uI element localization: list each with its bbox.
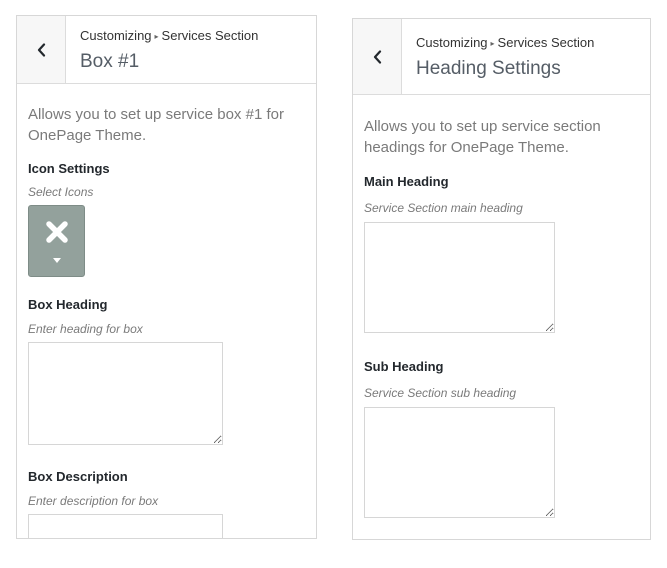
- breadcrumb-parent: Customizing: [80, 28, 152, 43]
- main-heading-input[interactable]: [364, 222, 555, 333]
- main-heading-label: Service Section main heading: [364, 201, 523, 215]
- panel-title: Box #1: [80, 51, 140, 72]
- box-heading-title: Box Heading: [28, 297, 108, 312]
- sub-heading-label: Service Section sub heading: [364, 386, 517, 400]
- breadcrumb-section: Services Section: [161, 28, 259, 43]
- header-text: [416, 35, 594, 80]
- panel-description: Allows you to set up service box #1 for OnePage Theme.: [28, 106, 284, 144]
- box-description-label: Enter description for box: [28, 494, 159, 508]
- panel-header: [17, 16, 316, 84]
- box-heading-label: Enter heading for box: [28, 322, 143, 336]
- breadcrumb-separator: ▸: [154, 32, 159, 41]
- box-heading-input[interactable]: [28, 342, 223, 445]
- icon-picker-button[interactable]: [28, 205, 85, 277]
- panel-body: [353, 95, 650, 518]
- back-button[interactable]: [17, 16, 66, 83]
- panel-title: Heading Settings: [416, 58, 561, 79]
- chevron-left-icon: [373, 50, 382, 64]
- panel-header: [353, 19, 650, 95]
- caret-down-icon: [53, 258, 61, 263]
- back-button[interactable]: [353, 19, 402, 94]
- box-settings-panel: [16, 15, 317, 539]
- box-description-input[interactable]: [28, 514, 223, 539]
- panel-description: Allows you to set up service section headings for OnePage Theme.: [364, 118, 601, 156]
- main-heading-title: Main Heading: [364, 174, 449, 189]
- breadcrumb-parent: Customizing: [416, 35, 488, 50]
- sub-heading-input[interactable]: [364, 407, 555, 518]
- icon-settings-title: Icon Settings: [28, 161, 110, 176]
- box-description-title: Box Description: [28, 469, 128, 484]
- breadcrumb: [80, 28, 258, 46]
- sub-heading-title: Sub Heading: [364, 359, 444, 374]
- select-icons-label: Select Icons: [28, 185, 94, 199]
- breadcrumb-section: Services Section: [497, 35, 595, 50]
- panel-body: [17, 84, 316, 539]
- chevron-left-icon: [37, 43, 46, 57]
- breadcrumb-separator: ▸: [490, 39, 495, 48]
- heading-settings-panel: [352, 18, 651, 540]
- x-icon: [45, 220, 69, 244]
- header-text: [80, 28, 258, 73]
- breadcrumb: [416, 35, 594, 53]
